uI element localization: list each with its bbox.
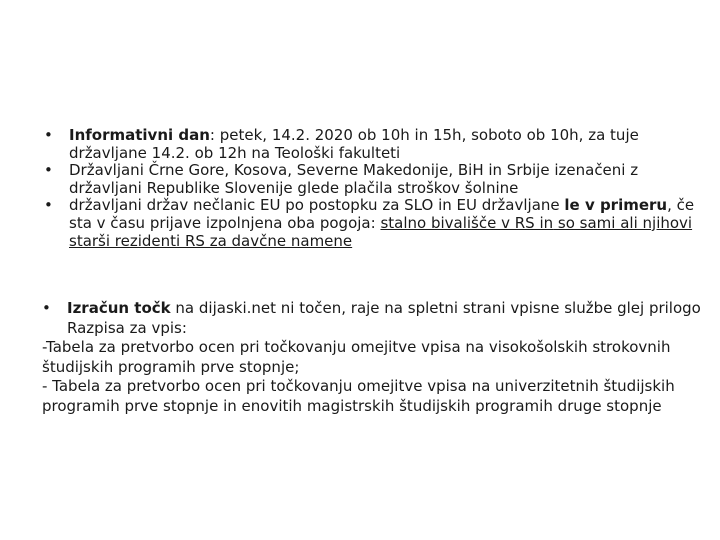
bullet-bold-label: Informativni dan <box>69 126 210 144</box>
bullet-text: na dijaski.net ni točen, raje na spletni strani vpisne službe glej prilogo Razpisa za vpis: <box>67 299 701 337</box>
bullet-list <box>44 127 704 250</box>
bullet-marker: • <box>42 299 51 317</box>
bullet-bold-condition: le v primeru <box>564 196 668 215</box>
bullet-marker: • <box>44 161 53 180</box>
bullet-non-eu-citizens <box>44 197 704 250</box>
bullet-marker: • <box>44 126 53 144</box>
table-note-line-1: -Tabela za pretvorbo ocen pri točkovanju omejitve vpisa na visokošolskih strokovnih študijskih programih prve stopnje; <box>42 338 671 376</box>
bullet-text: , če sta v času prijave izpolnjena oba pogoja: <box>69 196 695 232</box>
bullet-citizens-equal <box>44 162 704 197</box>
underlined-condition-2: so sami ali njihovi starši rezidenti RS za davčne namene <box>69 213 693 250</box>
bullet-bold-label: Izračun točk <box>67 299 171 317</box>
table-note-line-2: - Tabela za pretvorbo ocen pri točkovanju omejitve vpisa na univerzitetnih študijskih programih prve stopnje in enovitih magistrskih študijskih programih druge stopnje <box>42 377 675 415</box>
points-calculation-section <box>42 299 707 416</box>
bullet-izracun-tock <box>42 299 707 338</box>
bullet-text: državljani držav nečlanic EU po postopku za SLO in EU državljane <box>69 196 565 215</box>
bullet-informativni-dan <box>44 127 704 162</box>
underlined-condition: stalno bivališče v RS in <box>380 213 554 232</box>
bullet-marker: • <box>44 196 53 215</box>
bullet-text: : petek, 14.2. 2020 ob 10h in 15h, soboto ob 10h, za tuje državljane 14.2. ob 12h na Teološki fakulteti <box>69 126 639 162</box>
bullet-text: Državljani Črne Gore, Kosova, Severne Makedonije, BiH in Srbije izenačeni z državljani Republike Slovenije glede plačila stroškov šolnine <box>69 161 639 197</box>
